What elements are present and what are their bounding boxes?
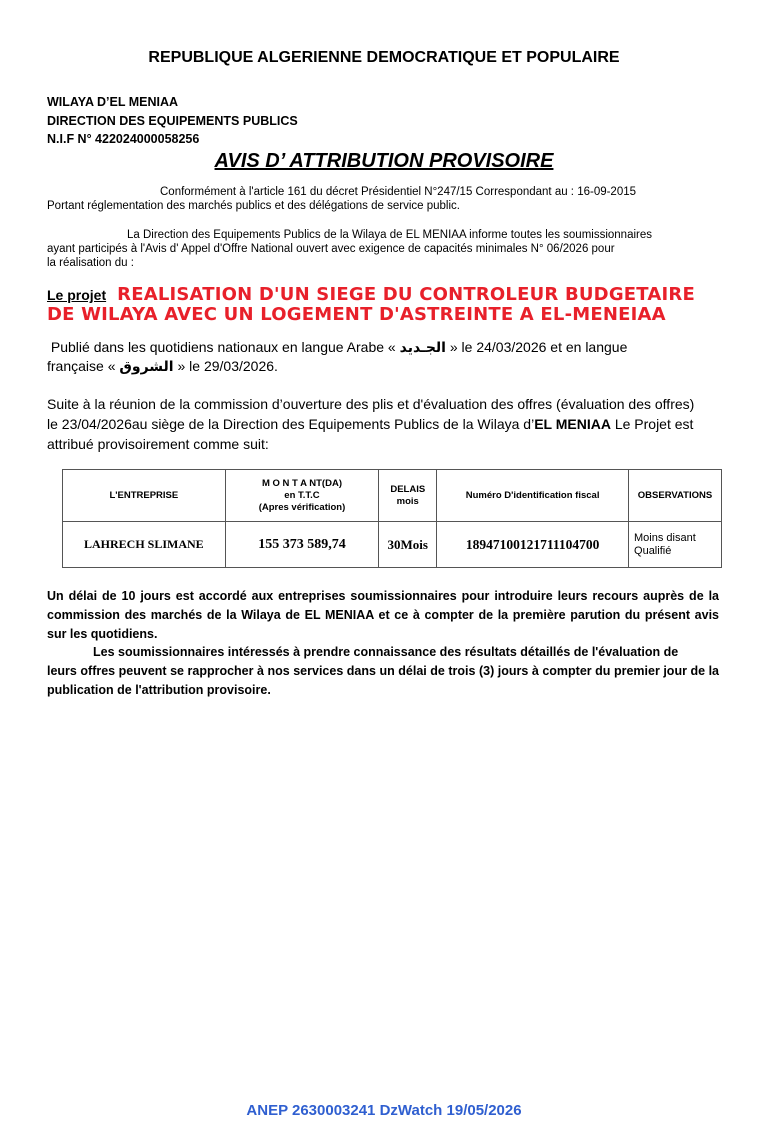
journal-arabic-2: الشروق [119, 357, 174, 374]
publication-text-c: française « [47, 357, 116, 374]
issuer-header [47, 93, 298, 149]
soumissionnaires-rest: leurs offres peuvent se rapprocher à nos services dans un délai de trois (3) jours à compter du premier jour de la publication de l'attribution provisoire. [47, 664, 719, 697]
project-title-line-1: REALISATION D'UN SIEGE DU CONTROLEUR BUDGETAIRE [117, 284, 695, 305]
cell-observations-line-2: Qualifié [634, 544, 672, 557]
soumissionnaires-paragraph [47, 643, 719, 700]
direction-paragraph [47, 228, 727, 270]
table-row [63, 522, 722, 568]
publication-text-b: » le 24/03/2026 et en langue [449, 339, 628, 355]
header-entreprise: L'ENTREPRISE [63, 470, 226, 522]
cell-delais: 30Mois [379, 522, 437, 568]
header-montant-line-2: en T.T.C [284, 489, 320, 501]
cell-nif: 18947100121711104700 [437, 522, 629, 568]
suite-text-a: Suite à la réunion de la commission d’ouverture des plis et d'évaluation des offres (évaluation des offres) le 23/04/2026au siège de la Direction des Equipements Publics de la Wilaya d’ [47, 396, 695, 432]
conformement-line-1: Conformément à l'article 161 du décret Présidentiel N°247/15 Correspondant au : 16-09-2015 [160, 186, 637, 198]
direction-line-3: la réalisation du : [47, 257, 134, 269]
header-delais-line-2: mois [396, 495, 419, 507]
table-header-row [63, 470, 722, 522]
suite-wilaya-bold: EL MENIAA [534, 416, 611, 432]
direction-line-1: La Direction des Equipements Publics de la Wilaya de EL MENIAA informe toutes les soumissionnaires [127, 229, 652, 241]
header-observations: OBSERVATIONS [629, 470, 722, 522]
wilaya-line: WILAYA D’EL MENIAA [47, 95, 179, 109]
direction-line-2: ayant participés à l'Avis d' Appel d'Offre National ouvert avec exigence de capacités minimales N° 06/2026 pour [47, 243, 615, 255]
attribution-table [62, 469, 722, 568]
project-title-line-2: DE WILAYA AVEC UN LOGEMENT D'ASTREINTE A EL-MENEIAA [47, 304, 666, 325]
republique-heading: REPUBLIQUE ALGERIENNE DEMOCRATIQUE ET POPULAIRE [148, 49, 620, 66]
suite-paragraph [47, 394, 707, 454]
header-delais-line-1: DELAIS [390, 483, 426, 495]
conformement-line-2: Portant réglementation des marchés publics et des délégations de service public. [47, 200, 460, 212]
direction-line: DIRECTION DES EQUIPEMENTS PUBLICS [47, 113, 298, 128]
publication-paragraph [47, 338, 725, 375]
header-delais [379, 470, 437, 522]
header-nif: Numéro D'identification fiscal [437, 470, 629, 522]
cell-montant: 155 373 589,74 [225, 522, 379, 568]
header-montant-line-3: (Apres vérification) [258, 501, 346, 513]
soumissionnaires-line-1: Les soumissionnaires intéressés à prendre connaissance des résultats détaillés de l'évaluation de [93, 645, 679, 659]
project-label: Le projet [47, 287, 107, 303]
recours-paragraph: Un délai de 10 jours est accordé aux entreprises soumissionnaires pour introduire leurs recours auprès de la commission des marchés de la Wilaya de EL MENIAA et ce à compter de la première parution du présent avis sur les quotidiens. [47, 589, 719, 641]
cell-observations [629, 522, 722, 568]
conformement-paragraph [47, 185, 727, 213]
nif-line: N.I.F N° 422024000058256 [47, 132, 200, 146]
cell-entreprise: LAHRECH SLIMANE [63, 522, 226, 568]
cell-observations-line-1: Moins disant [634, 531, 696, 544]
header-montant [225, 470, 379, 522]
journal-arabic-1: الجـديد [399, 339, 446, 355]
publication-text-d: » le 29/03/2026. [177, 357, 278, 374]
anep-footer: ANEP 2630003241 DzWatch 19/05/2026 [246, 1102, 522, 1119]
header-montant-line-1: M O N T A NT(DA) [261, 477, 342, 489]
project-block [47, 284, 737, 325]
document-title: AVIS D’ ATTRIBUTION PROVISOIRE [214, 150, 554, 172]
publication-text-a: Publié dans les quotidiens nationaux en langue Arabe « [50, 339, 396, 355]
suite-text-b: Le Projet est attribué provisoirement comme suit: [47, 416, 694, 452]
